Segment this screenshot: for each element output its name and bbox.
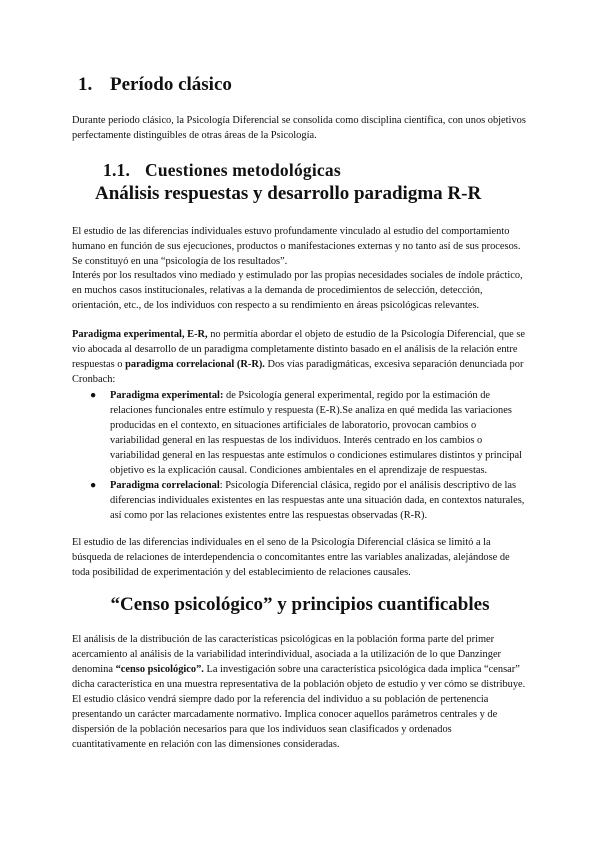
bullet-2-text: : Psicología Diferencial clásica, regido por el análisis descriptivo de las diferencias individuales existentes en las respuestas ante una situación dada, en contextos naturales, así como por las relaciones existentes entre las respuestas observadas (R-R). [110,480,525,521]
paragraph-3-text-1: no permitía abordar el objeto de estudio de la Psicología Diferencial, que se vio abocada al desarrollo de un paradigma completamente distinto basado en el análisis de la relación entre respuestas o [72,329,526,370]
paragraph-3-bold-1: Paradigma experimental, E-R, [72,329,208,340]
list-item [72,388,528,478]
section-1-intro: Durante periodo clásico, la Psicología Diferencial se consolida como disciplina científica, con unos objetivos perfectamente distinguibles de otras áreas de la Psicología. [72,115,526,141]
censo-heading: “Censo psicológico” y principios cuantificables [110,594,490,615]
paragraph-4: El estudio de las diferencias individuales en el seno de la Psicología Diferencial clásica se limitó a la búsqueda de relaciones de interdependencia o concomitantes entre las variables analizadas, alejándose de toda posibilidad de experimentación y del establecimiento de relaciones causales. [72,537,510,578]
bullet-1-text: de Psicología general experimental, regido por la estimación de relaciones funcionales entre estímulo y respuesta (E-R).Se analiza en qué medida las variaciones producidas en el contexto, en situaciones artificiales de laboratorio, provocan cambios o variabilidad general en las respuestas de los individuos. Interés centrado en los cambios o variabilidad general en las respuestas ante estímulos o condiciones estimulares distintos y principal objetivo es la explicación causal. Condiciones ambientales en el aprendizaje de respuestas. [110,390,523,476]
section-1-heading [78,74,232,96]
section-1-1-title: Cuestiones metodológicas [145,160,341,180]
section-1-1-number: 1.1. [103,160,131,180]
paragraph-3-text-2: Dos vías paradigmáticas, excesiva separación denunciada por Cronbach: [72,359,524,385]
censo-text-1: El análisis de la distribución de las características psicológicas en la población forma parte del primer acercamiento al análisis de la variabilidad interindividual, asociada a la utilización de lo que Danzinger denomina [72,634,502,675]
paragraph-3-bold-2: paradigma correlacional (R-R). [125,359,265,370]
section-1-number: 1. [78,74,93,95]
paradigm-bullet-list [72,388,528,523]
censo-text-2: La investigación sobre una característica psicológica dada implica “censar” dicha característica en una muestra representativa de la población objeto de estudio y ver cómo se distribuye. El estudio clásico vendrá siempre dado por la referencia del individuo a su población de pertenencia presentando un carácter marcadamente normativo. Implica conocer aquellos parámetros centrales y de dispersión de la población necesarios para que los individuos sean clasificados y ordenados cuantitativamente en relación con las dimensiones consideradas. [72,664,526,750]
paragraph-1: El estudio de las diferencias individuales estuvo profundamente vinculado al estudio del comportamiento humano en función de sus ejecuciones, productos o manifestaciones externas y no tanto así de sus procesos. Se constituyó en una “psicología de los resultados”. [72,226,521,267]
list-item [72,478,528,523]
bullet-icon: ● [90,390,97,401]
censo-bold: “censo psicológico”. [115,664,204,675]
paragraph-2: Interés por los resultados vino mediado y estimulado por las propias necesidades sociales de índole práctico, en muchos casos institucionales, relativas a la demanda de procedimientos de selección, detección, orientación, etc., de los individuos con respecto a su rendimiento en áreas psicológicas relevantes. [72,270,523,311]
bullet-1-bold: Paradigma experimental: [110,390,224,401]
section-1-title: Período clásico [110,74,232,95]
section-1-1-subtitle: Análisis respuestas y desarrollo paradigma R-R [95,183,482,204]
censo-paragraph [72,632,528,752]
paragraph-3 [72,327,528,387]
bullet-icon: ● [90,480,97,491]
section-1-1-heading [103,160,341,181]
bullet-2-bold: Paradigma correlacional [110,480,220,491]
